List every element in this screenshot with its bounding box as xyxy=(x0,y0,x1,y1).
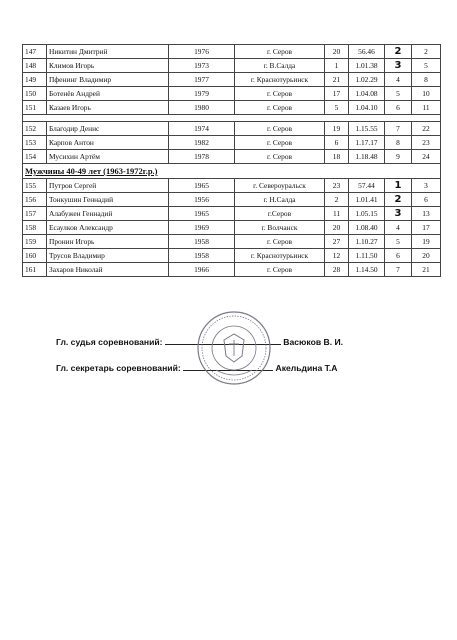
cell-city: г. Серов xyxy=(235,136,325,150)
cell-number: 154 xyxy=(23,150,47,164)
table-row xyxy=(23,73,441,87)
cell-bib: 28 xyxy=(325,263,349,277)
cell-number: 148 xyxy=(23,59,47,73)
cell-place: 4 xyxy=(385,221,412,235)
table-row xyxy=(23,136,441,150)
cell-number: 160 xyxy=(23,249,47,263)
cell-name: Пфенинг Владимир xyxy=(47,73,169,87)
chief-secretary-name: Акельдина Т.А xyxy=(275,363,338,373)
cell-bib: 2 xyxy=(325,193,349,207)
cell-place: 7 xyxy=(385,122,412,136)
chief-secretary-label: Гл. секретарь соревнований: xyxy=(56,363,181,373)
results-table xyxy=(22,44,441,277)
cell-bib: 18 xyxy=(325,150,349,164)
cell-city: г. Серов xyxy=(235,150,325,164)
cell-place: 4 xyxy=(385,73,412,87)
cell-points: 5 xyxy=(412,59,441,73)
cell-bib: 27 xyxy=(325,235,349,249)
cell-points: 6 xyxy=(412,193,441,207)
table-row xyxy=(23,207,441,221)
cell-points: 2 xyxy=(412,45,441,59)
table-row xyxy=(23,45,441,59)
cell-name: Есаулков Александр xyxy=(47,221,169,235)
cell-number: 157 xyxy=(23,207,47,221)
cell-points: 19 xyxy=(412,235,441,249)
cell-number: 156 xyxy=(23,193,47,207)
cell-number: 153 xyxy=(23,136,47,150)
cell-year: 1976 xyxy=(169,45,235,59)
cell-name: Казаев Игорь xyxy=(47,101,169,115)
cell-city: г. Серов xyxy=(235,87,325,101)
cell-year: 1974 xyxy=(169,122,235,136)
cell-year: 1965 xyxy=(169,207,235,221)
cell-number: 150 xyxy=(23,87,47,101)
group-header-row xyxy=(23,164,441,179)
table-row xyxy=(23,150,441,164)
cell-year: 1958 xyxy=(169,249,235,263)
cell-bib: 20 xyxy=(325,221,349,235)
cell-city: г. Серов xyxy=(235,101,325,115)
table-row xyxy=(23,179,441,193)
cell-points: 22 xyxy=(412,122,441,136)
group-title: Мужчины 40-49 лет (1963-1972г.р.) xyxy=(23,164,441,179)
table-row xyxy=(23,249,441,263)
table-row xyxy=(23,59,441,73)
cell-bib: 6 xyxy=(325,136,349,150)
cell-year: 1979 xyxy=(169,87,235,101)
cell-number: 151 xyxy=(23,101,47,115)
cell-name: Алабужен Геннадий xyxy=(47,207,169,221)
cell-city: г.Серов xyxy=(235,207,325,221)
cell-city: г. Серов xyxy=(235,122,325,136)
cell-city: г. В.Салда xyxy=(235,59,325,73)
cell-bib: 5 xyxy=(325,101,349,115)
cell-bib: 1 xyxy=(325,59,349,73)
table-spacer-row xyxy=(23,115,441,122)
cell-points: 10 xyxy=(412,87,441,101)
cell-name: Никитин Дмитрий xyxy=(47,45,169,59)
cell-place: 3 xyxy=(385,59,412,73)
cell-bib: 21 xyxy=(325,73,349,87)
cell-city: г. Н.Салда xyxy=(235,193,325,207)
cell-number: 152 xyxy=(23,122,47,136)
cell-number: 149 xyxy=(23,73,47,87)
table-row xyxy=(23,221,441,235)
cell-name: Трусов Владимир xyxy=(47,249,169,263)
cell-time: 1.08.40 xyxy=(349,221,385,235)
cell-place: 3 xyxy=(385,207,412,221)
cell-points: 3 xyxy=(412,179,441,193)
cell-city: г. Краснотурьинск xyxy=(235,73,325,87)
cell-time: 56.46 xyxy=(349,45,385,59)
cell-year: 1978 xyxy=(169,150,235,164)
cell-time: 1.10.27 xyxy=(349,235,385,249)
cell-city: г. Серов xyxy=(235,235,325,249)
cell-city: г. Краснотурьинск xyxy=(235,249,325,263)
cell-bib: 11 xyxy=(325,207,349,221)
cell-name: Пронин Игорь xyxy=(47,235,169,249)
cell-points: 13 xyxy=(412,207,441,221)
cell-place: 1 xyxy=(385,179,412,193)
cell-year: 1956 xyxy=(169,193,235,207)
table-row xyxy=(23,101,441,115)
cell-name: Захаров Николай xyxy=(47,263,169,277)
chief-judge-name: Васюков В. И. xyxy=(283,337,344,347)
cell-time: 1.02.29 xyxy=(349,73,385,87)
cell-points: 21 xyxy=(412,263,441,277)
cell-time: 1.01.38 xyxy=(349,59,385,73)
cell-points: 24 xyxy=(412,150,441,164)
chief-judge-label: Гл. судья соревнований: xyxy=(56,337,163,347)
cell-points: 23 xyxy=(412,136,441,150)
table-row xyxy=(23,122,441,136)
cell-year: 1966 xyxy=(169,263,235,277)
cell-time: 57.44 xyxy=(349,179,385,193)
cell-bib: 20 xyxy=(325,45,349,59)
cell-name: Ботенёв Андрей xyxy=(47,87,169,101)
cell-place: 6 xyxy=(385,249,412,263)
table-row xyxy=(23,235,441,249)
cell-number: 159 xyxy=(23,235,47,249)
cell-time: 1.18.48 xyxy=(349,150,385,164)
cell-year: 1965 xyxy=(169,179,235,193)
cell-bib: 17 xyxy=(325,87,349,101)
cell-year: 1977 xyxy=(169,73,235,87)
cell-place: 6 xyxy=(385,101,412,115)
cell-year: 1980 xyxy=(169,101,235,115)
cell-place: 2 xyxy=(385,193,412,207)
cell-points: 8 xyxy=(412,73,441,87)
cell-year: 1958 xyxy=(169,235,235,249)
cell-time: 1.01.41 xyxy=(349,193,385,207)
cell-year: 1969 xyxy=(169,221,235,235)
cell-time: 1.17.17 xyxy=(349,136,385,150)
cell-place: 5 xyxy=(385,235,412,249)
cell-time: 1.11.50 xyxy=(349,249,385,263)
cell-place: 9 xyxy=(385,150,412,164)
cell-year: 1973 xyxy=(169,59,235,73)
cell-city: г. Североуральск xyxy=(235,179,325,193)
cell-place: 8 xyxy=(385,136,412,150)
cell-bib: 12 xyxy=(325,249,349,263)
official-stamp-icon xyxy=(196,310,272,386)
table-row xyxy=(23,263,441,277)
cell-place: 2 xyxy=(385,45,412,59)
cell-year: 1982 xyxy=(169,136,235,150)
cell-time: 1.04.08 xyxy=(349,87,385,101)
cell-name: Путров Сергей xyxy=(47,179,169,193)
cell-points: 11 xyxy=(412,101,441,115)
cell-name: Климов Игорь xyxy=(47,59,169,73)
cell-time: 1.05.15 xyxy=(349,207,385,221)
table-row xyxy=(23,87,441,101)
cell-number: 158 xyxy=(23,221,47,235)
cell-number: 155 xyxy=(23,179,47,193)
cell-time: 1.15.55 xyxy=(349,122,385,136)
cell-points: 17 xyxy=(412,221,441,235)
cell-number: 161 xyxy=(23,263,47,277)
cell-name: Мусихин Артём xyxy=(47,150,169,164)
cell-city: г. Серов xyxy=(235,45,325,59)
cell-name: Благодир Денис xyxy=(47,122,169,136)
cell-time: 1.14.50 xyxy=(349,263,385,277)
cell-city: г. Серов xyxy=(235,263,325,277)
cell-bib: 19 xyxy=(325,122,349,136)
cell-place: 5 xyxy=(385,87,412,101)
cell-name: Тонкушин Геннадий xyxy=(47,193,169,207)
cell-place: 7 xyxy=(385,263,412,277)
cell-time: 1.04.10 xyxy=(349,101,385,115)
cell-city: г. Волчанск xyxy=(235,221,325,235)
cell-number: 147 xyxy=(23,45,47,59)
cell-bib: 23 xyxy=(325,179,349,193)
table-row xyxy=(23,193,441,207)
cell-points: 20 xyxy=(412,249,441,263)
cell-name: Карпов Антон xyxy=(47,136,169,150)
